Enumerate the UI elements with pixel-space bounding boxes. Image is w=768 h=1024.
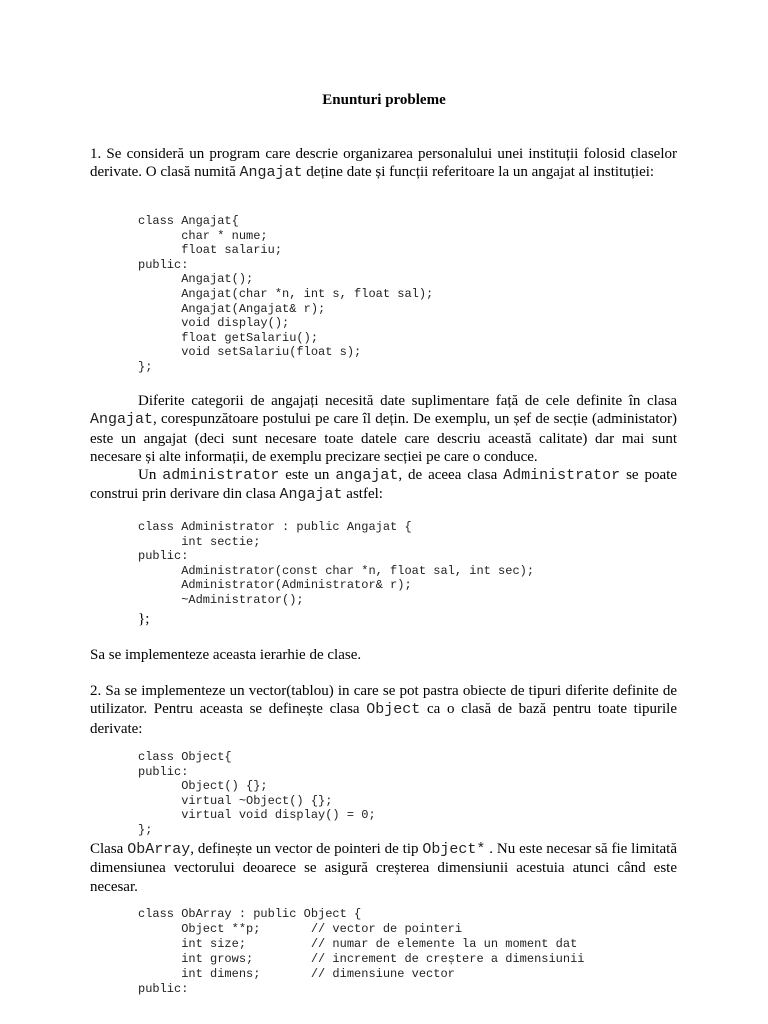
text-span: , de aceea clasa [398,467,504,483]
text-span: astfel: [342,486,383,503]
code-block-obarray: class ObArray : public Object { Object **p; // vector de pointeri int size; // numar de elemente la un moment dat int grows; // increment de creștere a dimensiunii int dimens; // dimensiune vector public: [138,907,585,996]
text-span: este un [279,467,336,483]
code-inline-angajat: angajat [335,467,399,484]
paragraph-administrator [90,466,677,505]
text-span: ca o clasă de bază pentru toate tipurile derivate: [90,701,677,737]
text-span: , corespunzătoare postului pe care îl dețin. De exemplu, un șef de secție (administator) este un angajat (deci sunt necesare toate datele care descriu această calitate) dar mai sunt necesare și alte informații, de exemplu precizare secției pe care o conduce. [90,411,677,466]
code-block-angajat: class Angajat{ char * nume; float salariu; public: Angajat(); Angajat(char *n, int s, float sal); Angajat(Angajat& r); void display(); float getSalariu(); void setSalariu(float s); }; [138,214,434,374]
text-span: se poate construi prin derivare din clasa [90,467,677,503]
code-inline-angajat: Angajat [90,411,154,429]
paragraph-implement: Sa se implementeze aceasta ierarhie de clase. [90,647,362,663]
text-span: 2. Sa se implementeze un vector(tablou) in care se pot pastra obiecte de tipuri diferite definite de utilizator. Pentru aceasta se definește clasa [90,683,677,718]
code-inline-administrator-class: Administrator [503,467,621,484]
text-span: 1. Se consideră un program care descrie organizarea personalului unei instituții folosid claselor derivate. O clasă numită [90,146,677,181]
code-inline-object: Object [366,701,421,719]
code-block-administrator: class Administrator : public Angajat { int sectie; public: Administrator(const char *n, float sal, int sec); Administrator(Administrator& r); ~Administrator(); [138,520,535,607]
code-inline-angajat: Angajat [279,486,343,504]
code-inline-object-pointer: Object* [422,841,486,858]
code-block-administrator-end: }; [138,611,150,627]
code-inline-angajat: Angajat [239,164,303,182]
text-span: , definește un vector de pointeri de tip [190,841,423,857]
paragraph-obarray [90,840,677,896]
problem-1-intro [90,145,677,183]
text-span: deține date și funcții referitoare la un angajat al instituției: [302,164,655,181]
code-block-object: class Object{ public: Object() {}; virtual ~Object() {}; virtual void display() = 0; }; [138,750,376,837]
document-title: Enunturi probleme [322,92,446,108]
text-span: Un [138,467,163,483]
code-inline-administrator: administrator [162,467,280,484]
text-span: Clasa [90,841,128,857]
paragraph-categories [90,392,677,467]
code-inline-obarray: ObArray [127,841,191,858]
problem-2-intro [90,682,677,738]
text-span: Diferite categorii de angajați necesită date suplimentare față de cele definite în clasa [138,393,677,409]
text-span: . Nu este necesar să fie limitată dimensiunea vectorului deoarece se asigură creșterea dimensiunii acestuia atunci când este necesar. [90,841,677,895]
